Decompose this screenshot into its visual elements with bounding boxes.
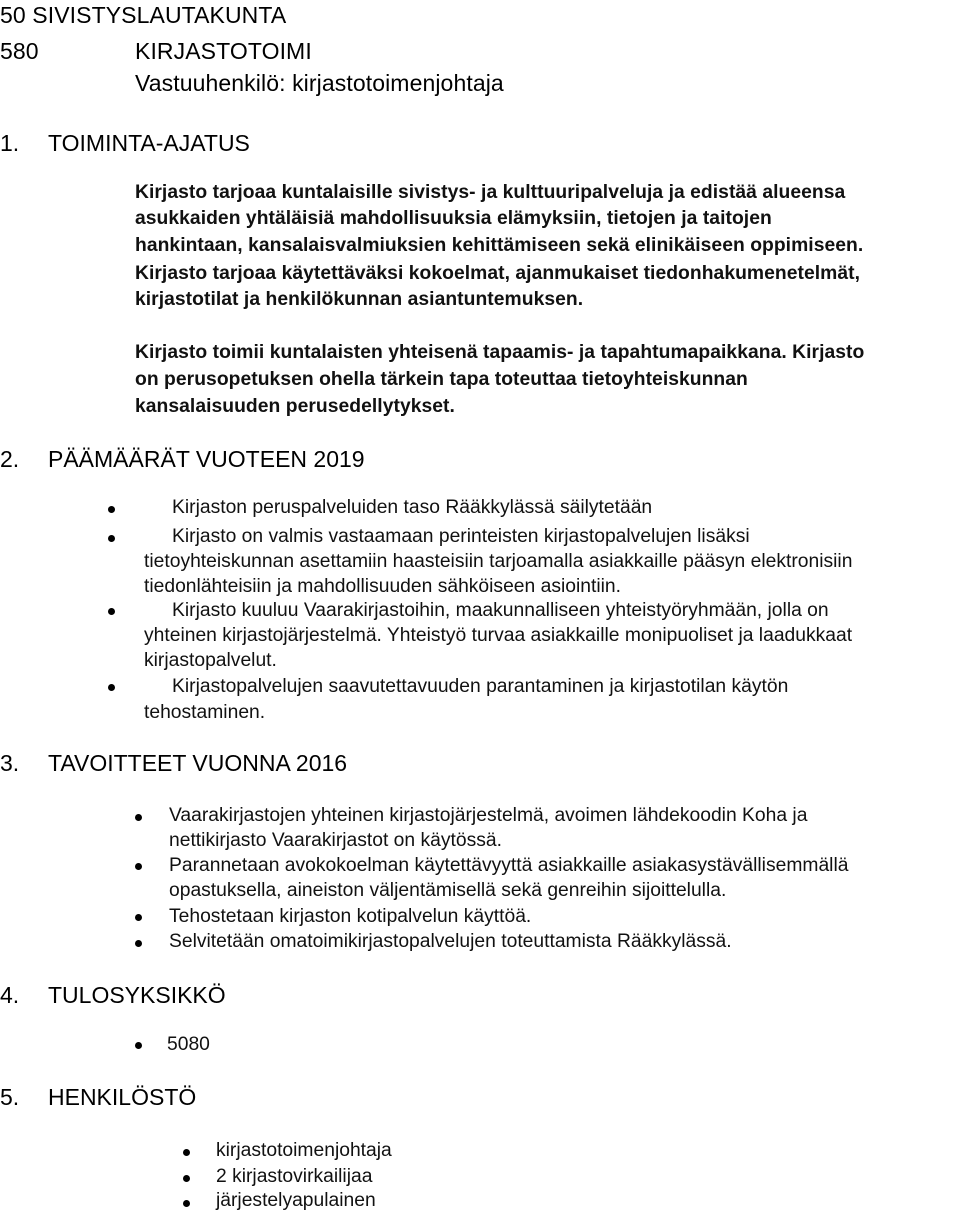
goal-item: Kirjasto on valmis vastaamaan perinteisten kirjastopalvelujen lisäksi [172,526,750,547]
bullet-icon [135,914,142,921]
staff-item: järjestelyapulainen [216,1190,376,1211]
mission-line: on perusopetuksen ohella tärkein tapa toteuttaa tietoyhteiskunnan [135,369,748,390]
goal-item: Kirjaston peruspalveluiden taso Rääkkylässä säilytetään [172,497,653,518]
mission-line: Kirjasto tarjoaa kuntalaisille sivistys- ja kulttuuripalveluja ja edistää alueensa [135,182,846,203]
goal-item-cont: yhteinen kirjastojärjestelmä. Yhteistyö turvaa asiakkaille monipuoliset ja laadukkaat [144,625,853,646]
mission-line: Kirjasto tarjoaa käytettäväksi kokoelmat, ajanmukaiset tiedonhakumenetelmät, [135,263,860,284]
responsible-person: Vastuuhenkilö: kirjastotoimenjohtaja [135,70,504,96]
goal-item: Kirjasto kuuluu Vaarakirjastoihin, maakunnalliseen yhteistyöryhmään, jolla on [172,600,829,621]
mission-line: kansalaisuuden perusedellytykset. [135,396,455,417]
staff-item: kirjastotoimenjohtaja [216,1140,392,1161]
section-2-number: 2. [0,446,20,472]
unit-code: 580 [0,38,39,64]
target-item: Vaarakirjastojen yhteinen kirjastojärjestelmä, avoimen lähdekoodin Koha ja [169,805,808,826]
target-item: Selvitetään omatoimikirjastopalvelujen toteuttamista Rääkkylässä. [169,931,732,952]
goal-item-cont: tehostaminen. [144,702,266,723]
section-1-title: TOIMINTA-AJATUS [48,130,250,156]
department-heading: 50 SIVISTYSLAUTAKUNTA [0,2,287,28]
mission-line: hankintaan, kansalaisvalmiuksien kehittämiseen sekä elinikäiseen oppimiseen. [135,235,864,256]
section-3-title: TAVOITTEET VUONNA 2016 [48,750,348,776]
section-4-number: 4. [0,982,20,1008]
bullet-icon [108,684,115,691]
mission-line: kirjastotilat ja henkilökunnan asiantuntemuksen. [135,289,584,310]
staff-item: 2 kirjastovirkailijaa [216,1166,373,1187]
bullet-icon [135,1042,142,1049]
goal-item-cont: kirjastopalvelut. [144,650,277,671]
section-4-title: TULOSYKSIKKÖ [48,982,226,1008]
section-5-number: 5. [0,1084,20,1110]
target-item-cont: nettikirjasto Vaarakirjastot on käytössä. [169,830,502,851]
unit-title: KIRJASTOTOIMI [135,38,312,64]
goal-item: Kirjastopalvelujen saavutettavuuden parantaminen ja kirjastotilan käytön [172,676,789,697]
bullet-icon [108,535,115,542]
mission-line: asukkaiden yhtäläisiä mahdollisuuksia elämyksiin, tietojen ja taitojen [135,208,772,229]
bullet-icon [183,1200,190,1207]
unit-code-item: 5080 [167,1034,210,1055]
bullet-icon [135,863,142,870]
target-item: Tehostetaan kirjaston kotipalvelun käyttöä. [169,906,532,927]
section-2-title: PÄÄMÄÄRÄT VUOTEEN 2019 [48,446,365,472]
bullet-icon [183,1149,190,1156]
goal-item-cont: tietoyhteiskunnan asettamiin haasteisiin tarjoamalla asiakkaille pääsyn elektronisiin [144,551,853,572]
target-item-cont: opastuksella, aineiston väljentämisellä sekä genreihin sijoittelulla. [169,880,727,901]
bullet-icon [135,814,142,821]
mission-line: Kirjasto toimii kuntalaisten yhteisenä tapaamis- ja tapahtumapaikkana. Kirjasto [135,342,865,363]
target-item: Parannetaan avokokoelman käytettävyyttä asiakkaille asiakasystävällisemmällä [169,855,849,876]
bullet-icon [108,608,115,615]
bullet-icon [135,940,142,947]
goal-item-cont: tiedonlähteisiin ja mahdollisuuden sähköiseen asiointiin. [144,576,621,597]
section-5-title: HENKILÖSTÖ [48,1084,197,1110]
section-3-number: 3. [0,750,20,776]
bullet-icon [108,506,115,513]
bullet-icon [183,1175,190,1182]
section-1-number: 1. [0,130,20,156]
